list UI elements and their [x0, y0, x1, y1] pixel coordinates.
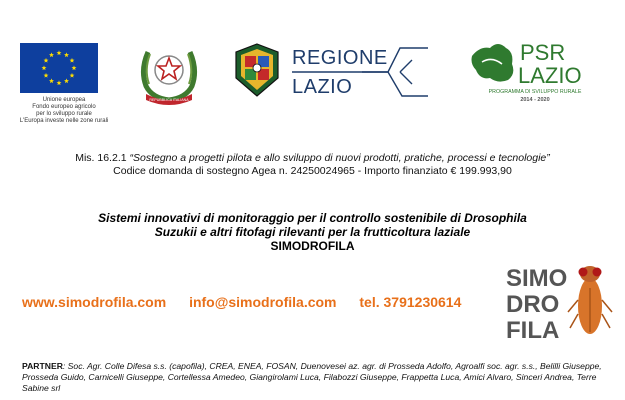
partners-list: : Soc. Agr. Colle Difesa s.s. (capofila), CREA, ENEA, FOSAN, Duenovesei az. agr. di Prosseda Adolfo, Agroalfi soc. agr. s.s., Belilli Giuseppe, Prosseda Guido, Carnicelli Giuseppe, Cortellessa Amedeo, Giangirolami Luca, Filabozzi Giuseppe, Frappetta Luca, Amici Alvaro, Sinceri Andrea, Terre Sabine srl — [22, 361, 602, 393]
eu-flag-icon — [20, 43, 98, 93]
psr-lazio-text: LAZIO — [518, 63, 582, 88]
eu-caption-line: Fondo europeo agricolo — [32, 104, 96, 110]
measure-line-1 — [0, 152, 625, 165]
email-link[interactable]: info@simodrofila.com — [189, 294, 337, 310]
phone-link[interactable]: tel. 3791230614 — [359, 294, 462, 310]
project-title — [0, 211, 625, 253]
regione-text: REGIONE — [292, 47, 388, 69]
partners-text — [22, 361, 612, 394]
website-link[interactable]: www.simodrofila.com — [22, 294, 167, 310]
partners-label: PARTNER — [22, 361, 63, 371]
project-acronym: SIMODROFILA — [270, 239, 355, 253]
psr-programma-text: PROGRAMMA DI SVILUPPO RURALE — [488, 89, 582, 95]
project-title-line-1: Sistemi innovativi di monitoraggio per il controllo sostenibile di Drosophila — [98, 211, 527, 225]
project-title-line-2: Suzukii e altri fitofagi rilevanti per la frutticoltura laziale — [154, 225, 471, 239]
simodrofila-logo — [506, 262, 618, 344]
eu-caption — [14, 97, 114, 125]
regione-lazio-crest-icon — [232, 42, 282, 98]
drosophila-fly-icon — [568, 266, 612, 334]
psr-text: PSR — [520, 40, 566, 65]
eu-caption-line: per lo sviluppo rurale — [36, 111, 92, 117]
simo-logo-line: SIMO — [506, 265, 568, 292]
measure-line-2: Codice domanda di sostegno Agea n. 24250024965 - Importo finanziato € 199.993,90 — [113, 165, 512, 177]
contacts-row — [22, 294, 480, 310]
eu-caption-line: Unione europea — [42, 97, 86, 103]
regione-lazio-wordmark — [290, 42, 430, 100]
psr-years-text: 2014 - 2020 — [520, 97, 550, 103]
measure-prefix: Mis. 16.2.1 — [75, 152, 130, 164]
eu-caption-line: L'Europa investe nelle zone rurali — [19, 118, 109, 124]
measure-info — [0, 152, 625, 178]
italian-republic-emblem-icon — [138, 40, 200, 108]
psr-lazio-logo-icon — [468, 36, 603, 106]
lazio-text: LAZIO — [292, 76, 353, 98]
simo-logo-line: FILA — [506, 317, 560, 344]
simo-logo-line: DRO — [506, 291, 560, 318]
measure-quote: “Sostegno a progetti pilota e allo sviluppo di nuovi prodotti, pratiche, processi e tecnologie” — [129, 152, 550, 164]
emblem-ribbon-text: REPUBBLICA ITALIANA — [149, 98, 189, 102]
